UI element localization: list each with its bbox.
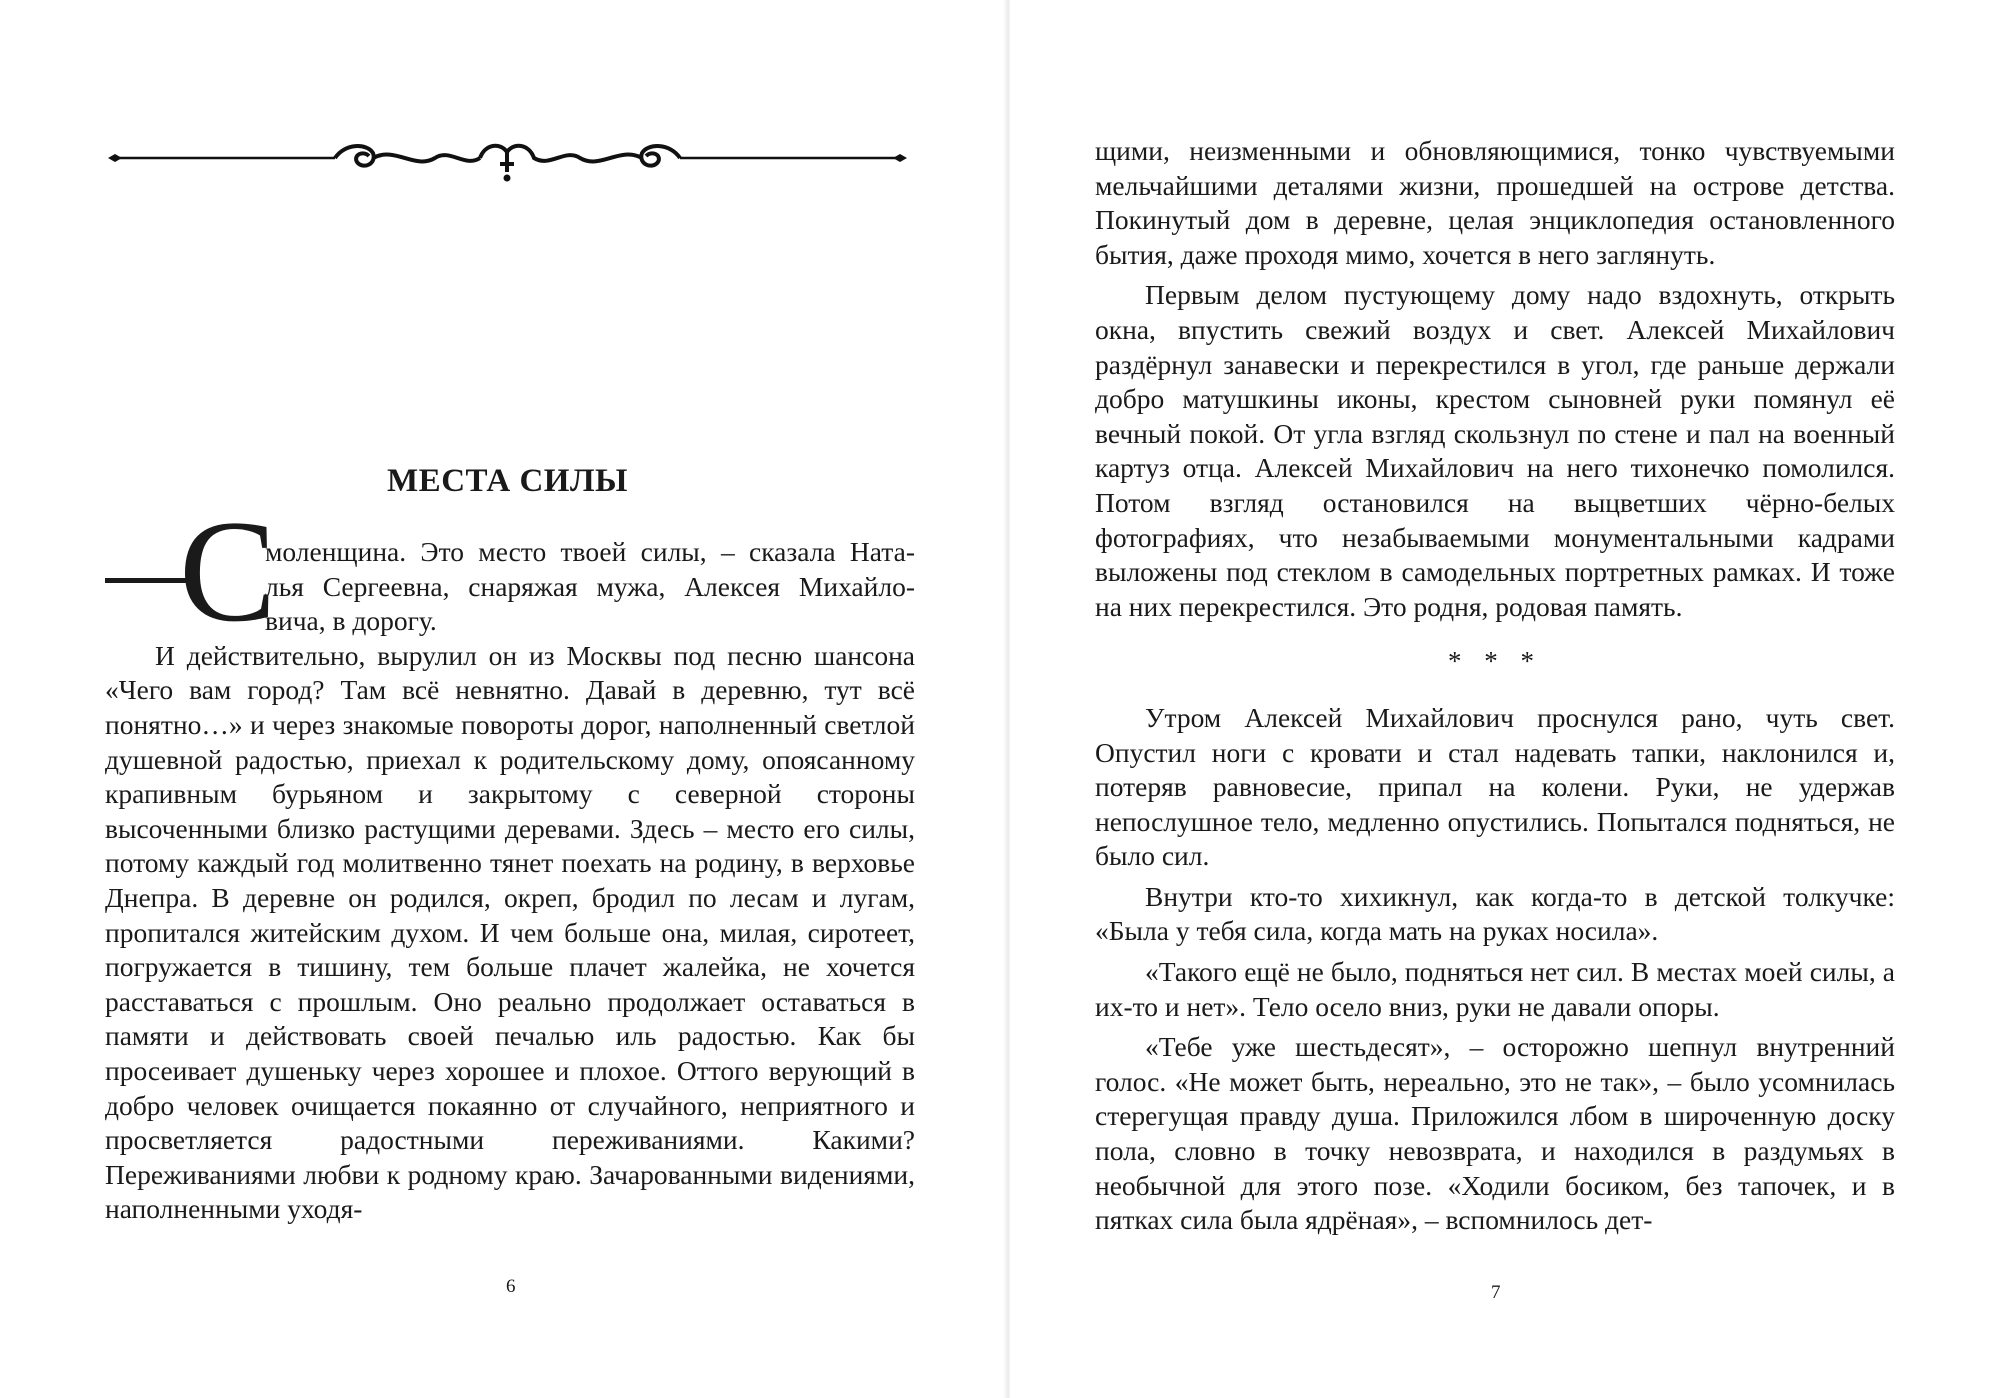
body-paragraph: «Такого ещё не было, подняться нет сил. В местах моей силы, а их-то и нет». Тело осело вниз, руки не давали опоры. (1095, 956, 1895, 1022)
ornament-divider (105, 138, 910, 186)
right-page-text (1095, 134, 1895, 1238)
chapter-title: МЕСТА СИЛЫ (387, 463, 628, 499)
body-paragraph: Внутри кто-то хихикнул, как когда-то в детской толкучке: «Была у тебя сила, когда мать на руках носила». (1095, 880, 1895, 947)
opening-paragraph (105, 490, 915, 652)
drop-cap-dash (105, 578, 189, 583)
opening-line-3: вича, в дорогу. (265, 605, 437, 637)
left-page-text (105, 490, 915, 1227)
opening-line-1: моленщина. Это место твоей силы, – сказала Ната- (265, 536, 915, 567)
opening-line-2: лья Сергеевна, снаряжая мужа, Алексея Михайло- (265, 570, 915, 602)
page-number-left: 6 (506, 1276, 516, 1297)
body-paragraph: «Тебе уже шестьдесят», – осторожно шепнул внутренний голос. «Не может быть, нереально, это не так», – было усомнилась стерегущая правду душа. Приложился лбом в широченную доску пола, словно в точку невозврата, и находился в раздумьях в необычной для этого позе. «Ходили босиком, без тапочек, и в пятках сила была ядрёная», – вспомнилось дет- (1095, 1031, 1895, 1236)
body-paragraph: Первым делом пустующему дому надо вздохнуть, открыть окна, впустить свежий воздух и свет. Алексей Михайлович раздёрнул занавески и перекрестился в угол, где раньше держали добро матушкины иконы, крестом сыновней руки помянул её вечный покой. От угла взгляд скользнул по стене и пал на военный картуз отца. Алексей Михайлович на него тихонечко помолился. Потом взгляд остановился на выцветших чёрно-белых фотографиях, что незабываемыми монументальными кадрами выложены под стеклом в самодельных портретных рамках. И тоже на них перекрестился. Это родня, родовая память. (1095, 279, 1895, 622)
section-separator: * * * (1448, 646, 1542, 677)
continued-paragraph: щими, неизменными и обновляющимися, тонко чувствуемыми мельчайшими деталями жизни, прошедшей на острове детства. Покинутый дом в деревне, целая энциклопедия остановленного бытия, даже проходя мимо, хочется в него заглянуть. (1095, 135, 1895, 270)
page-number-right: 7 (1491, 1282, 1501, 1303)
body-paragraph: И действительно, вырулил он из Москвы под песню шансона «Чего вам город? Там всё невнятно. Давай в деревню, тут всё понятно…» и через знакомые повороты дорог, наполненный светлой душевной радостью, приехал к родительскому дому, опоясанному крапивным бурьяном и закрытому с северной стороны высоченными близко растущими деревами. Здесь – место его силы, потому каждый год молитвенно тянет поехать на родину, в верховье Днепра. В деревне он родился, окреп, бродил по лесам и лугам, пропитался житейским духом. И чем больше она, милая, сиротеет, погружается в тишину, тем больше плачет жалейка, не хочется расставаться с прошлым. Оно реально продолжает оставаться в памяти и действовать своей печалью иль радостью. Как бы просеивает душеньку через хорошее и плохое. Оттого верующий в добро человек очищается покаянно от случайного, неприятного и просветляется радостными переживаниями. Какими? Переживаниями любви к родному краю. Зачарованными видениями, наполненными уходя- (105, 639, 915, 1225)
drop-cap-letter: С (179, 490, 277, 652)
body-paragraph: Утром Алексей Михайлович проснулся рано, чуть свет. Опустил ноги с кровати и стал надевать тапки, наклонился и, потеряв равновесие, припал на колени. Руки, не удержав непослушное тело, медленно опустились. Попытался подняться, не было сил. (1095, 701, 1895, 872)
drop-cap (105, 490, 277, 652)
